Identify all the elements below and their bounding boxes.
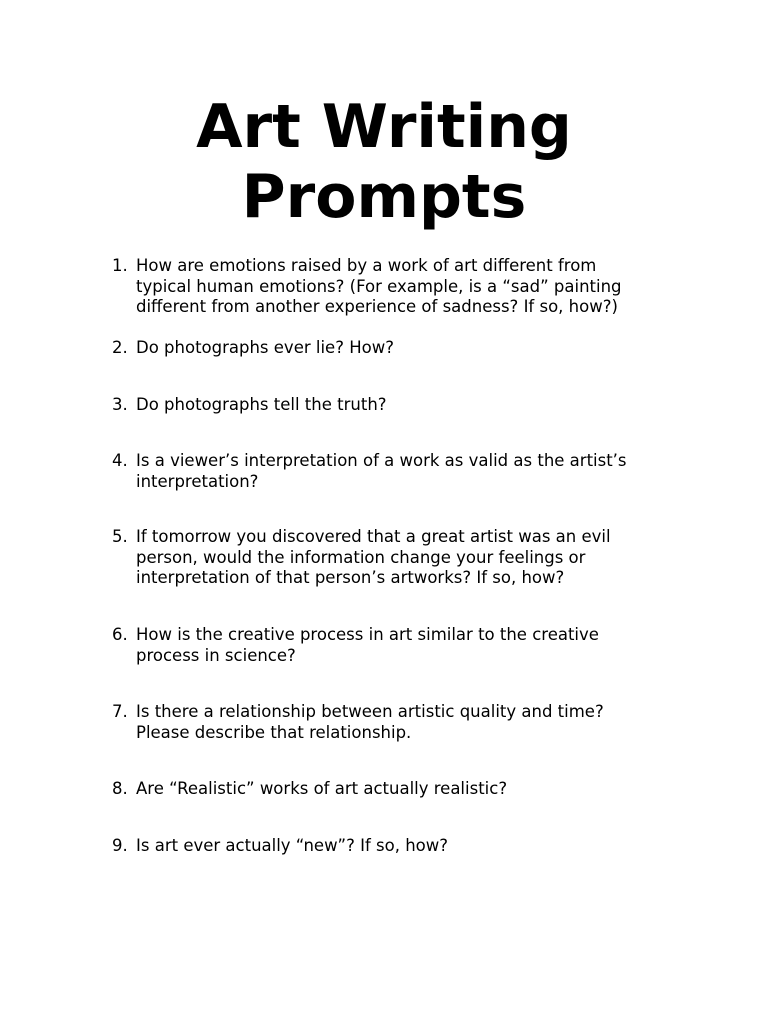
- prompt-number: 4.: [112, 451, 128, 470]
- prompt-item-2: [112, 338, 672, 359]
- prompt-item-3: [112, 395, 672, 416]
- title-line-1: Art Writing: [196, 92, 572, 162]
- prompt-number: 1.: [112, 256, 128, 275]
- prompt-line: Do photographs ever lie? How?: [136, 338, 394, 357]
- prompt-line: Is a viewer’s interpretation of a work as valid as the artist’s: [136, 451, 627, 470]
- title-line-2: Prompts: [241, 162, 527, 232]
- prompt-line: typical human emotions? (For example, is a “sad” painting: [136, 276, 622, 296]
- prompt-line: person, would the information change your feelings or: [136, 547, 586, 567]
- prompt-line: Please describe that relationship.: [136, 722, 412, 742]
- prompt-number: 8.: [112, 779, 128, 798]
- prompt-line: interpretation of that person’s artworks? If so, how?: [136, 568, 565, 587]
- prompt-item-8: [112, 779, 672, 800]
- prompt-line: How are emotions raised by a work of art different from: [136, 256, 597, 275]
- prompt-item-1: [112, 256, 672, 318]
- prompt-line: If tomorrow you discovered that a great artist was an evil: [136, 527, 611, 546]
- prompt-line: interpretation?: [136, 471, 259, 491]
- page-title: [0, 92, 768, 232]
- prompt-item-4: [112, 451, 672, 492]
- prompt-line: Are “Realistic” works of art actually realistic?: [136, 779, 508, 798]
- prompt-number: 9.: [112, 836, 128, 855]
- prompt-line: Is art ever actually “new”? If so, how?: [136, 836, 449, 855]
- prompt-item-5: [112, 527, 672, 589]
- prompt-item-9: [112, 836, 672, 857]
- prompt-number: 3.: [112, 395, 128, 414]
- prompt-line: Is there a relationship between artistic quality and time?: [136, 702, 604, 721]
- prompt-line: Do photographs tell the truth?: [136, 395, 387, 414]
- prompt-number: 7.: [112, 702, 128, 721]
- prompt-item-6: [112, 625, 672, 666]
- prompt-item-7: [112, 702, 672, 743]
- prompt-line: process in science?: [136, 645, 296, 665]
- prompt-line: How is the creative process in art similar to the creative: [136, 625, 599, 644]
- prompt-line: different from another experience of sadness? If so, how?): [136, 297, 618, 316]
- prompt-number: 6.: [112, 625, 128, 644]
- prompt-number: 5.: [112, 527, 128, 546]
- prompt-number: 2.: [112, 338, 128, 357]
